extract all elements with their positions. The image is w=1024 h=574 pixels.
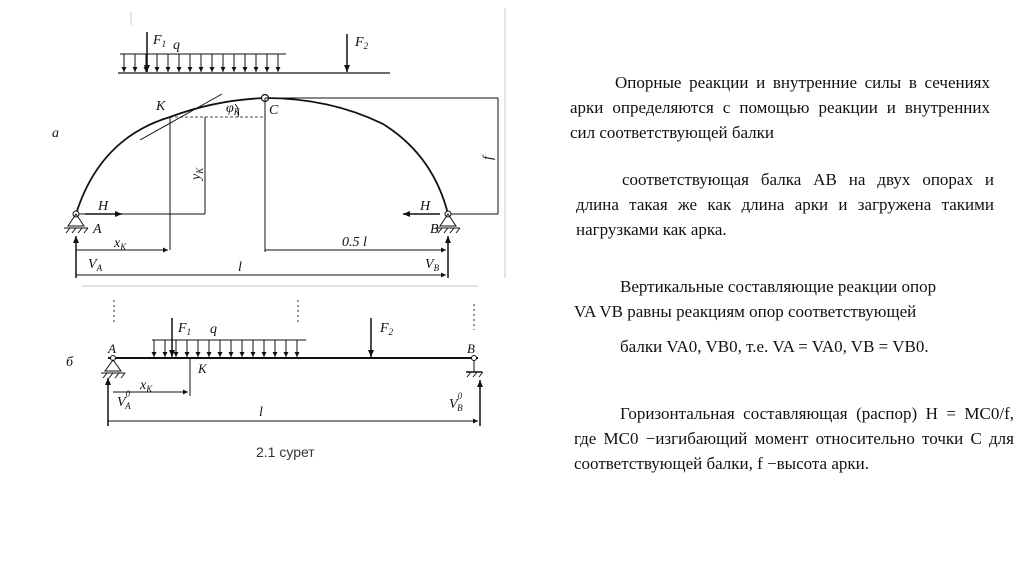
label-a-beam: A bbox=[108, 341, 116, 356]
label-b-arch: B bbox=[430, 222, 439, 237]
arch-curve bbox=[76, 98, 448, 214]
label-l-beam: l bbox=[259, 405, 263, 420]
p3-line1: Вертикальные составляющие реакции опор bbox=[620, 277, 937, 296]
p3-line3: балки VA0, VB0, т.е. VA = VA0, VB = VB0. bbox=[620, 337, 929, 356]
distributed-load-q-beam bbox=[152, 340, 306, 357]
label-c: C bbox=[269, 103, 279, 118]
paragraph-support-reactions: Опорные реакции и внутренние силы в сечениях арки определяются с помощью реакции и внутренних сил соответствующей балки bbox=[570, 73, 990, 142]
label-va: $V_A$ bbox=[88, 257, 103, 273]
label-xk-arch: $x_K$ bbox=[114, 236, 127, 252]
label-h-left: H bbox=[98, 199, 109, 214]
f-dimension bbox=[265, 98, 498, 214]
label-va0: $V^0$ A bbox=[117, 389, 131, 411]
label-yk: $y_K$ bbox=[189, 167, 205, 180]
label-xk-beam: $x_K$ bbox=[140, 378, 153, 394]
label-h-right: H bbox=[420, 199, 431, 214]
paragraph-corresponding-beam: соответствующая балка АВ на двух опорах и длина такая же как длина арки и загружена такими нагрузками как арка. bbox=[576, 170, 994, 239]
label-phi-k: $\varphi_K$ bbox=[226, 101, 240, 117]
label-f2-top: $F_2$ bbox=[355, 35, 369, 51]
distributed-load-q-top bbox=[120, 54, 286, 72]
beam-guides bbox=[114, 300, 474, 330]
figure-frame bbox=[82, 8, 505, 286]
label-k-arch: K bbox=[156, 99, 166, 114]
figure-caption: 2.1 сурет bbox=[256, 444, 315, 460]
label-b-beam: B bbox=[467, 341, 475, 356]
label-q-beam: q bbox=[210, 322, 217, 337]
paragraph-vertical-reactions bbox=[574, 274, 1000, 359]
label-f1-top: $F_1$ bbox=[153, 33, 167, 49]
label-l-arch: l bbox=[238, 260, 242, 275]
panel-a-letter: а bbox=[52, 126, 59, 141]
label-f1-beam: $F_1$ bbox=[178, 321, 192, 337]
panel-b-letter: б bbox=[66, 355, 74, 370]
label-f: f bbox=[481, 156, 496, 160]
paragraph-horizontal-thrust: Горизонтальная составляющая (распор) H = MC0/f, где MC0 −изгибающий момент относительно точки С для соответствующей балки, f −высота арки. bbox=[574, 404, 1014, 473]
label-a-arch: A bbox=[93, 222, 102, 237]
p3-line2: VA VB равны реакциям опор соответствующей bbox=[574, 302, 917, 321]
label-half-l: 0.5 l bbox=[342, 235, 367, 250]
label-vb0: $V^0$ B bbox=[449, 391, 463, 413]
label-q-top: q bbox=[173, 38, 180, 53]
label-k-beam: K bbox=[198, 361, 207, 376]
label-vb: $V_B$ bbox=[425, 257, 440, 273]
label-f2-beam: $F_2$ bbox=[380, 321, 394, 337]
